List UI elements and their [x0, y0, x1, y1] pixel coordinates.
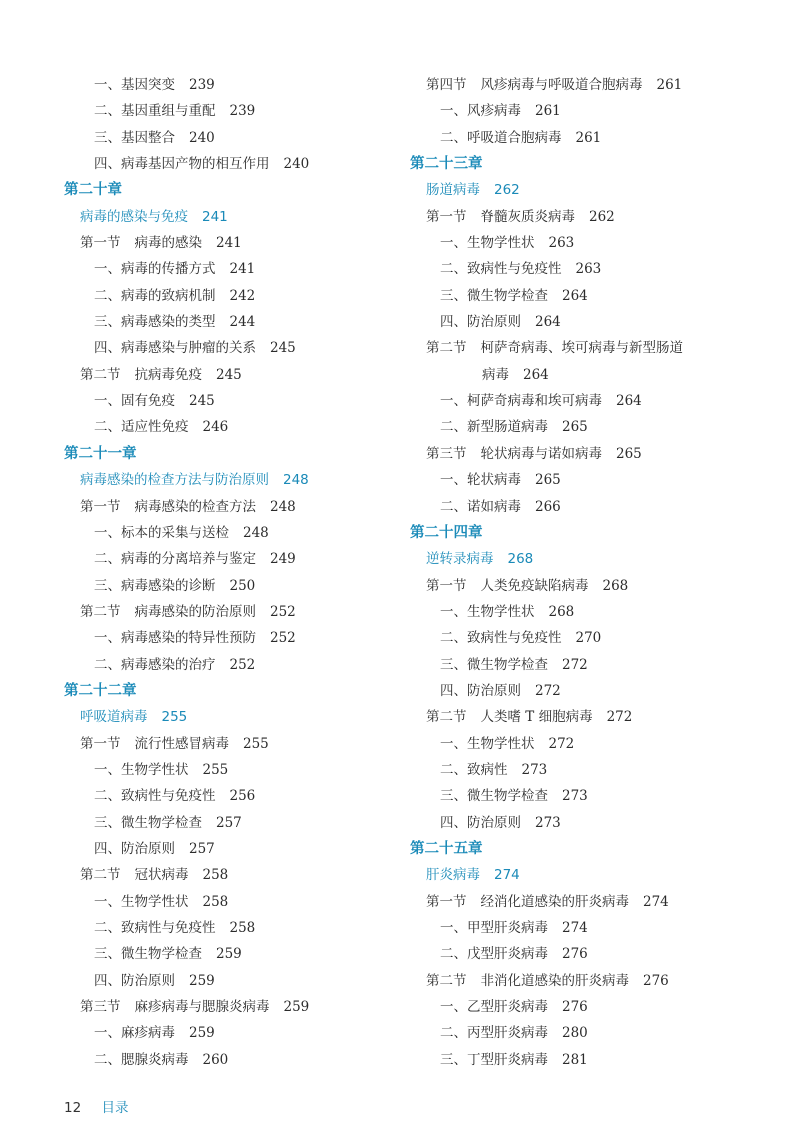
toc-page-number: 257 [216, 814, 242, 831]
toc-entry-text: 四、病毒基因产物的相互作用 [94, 156, 270, 173]
toc-section-title: 柯萨奇病毒、埃可病毒与新型肠道 [480, 340, 683, 357]
toc-item[interactable] [410, 599, 770, 625]
toc-page-number: 260 [202, 1051, 229, 1068]
toc-entry-text: 四、防治原则 [440, 814, 521, 831]
toc-item[interactable] [410, 388, 770, 414]
toc-entry-text: 一、生物学性状 [440, 235, 535, 252]
toc-entry-text: 三、基因整合 [94, 129, 175, 146]
toc-entry-text: 二、新型肠道病毒 [440, 419, 548, 436]
toc-chapter[interactable] [64, 177, 404, 203]
toc-page-number: 252 [270, 630, 296, 647]
toc-entry-text: 第二节 [426, 972, 467, 989]
toc-page-number: 274 [494, 867, 520, 884]
toc-entry-text: 病毒 [482, 366, 509, 383]
toc-section-title: 人类嗜 T 细胞病毒 [480, 709, 593, 726]
toc-page-number: 265 [562, 419, 588, 436]
toc-item[interactable] [410, 230, 770, 256]
toc-page-number: 274 [643, 893, 669, 910]
toc-page-number: 242 [229, 287, 256, 304]
toc-page-number: 272 [562, 656, 588, 673]
toc-page-number: 239 [229, 103, 256, 120]
toc-entry-text: 肝炎病毒 [426, 867, 480, 884]
toc-page-number: 263 [575, 261, 602, 278]
toc-item[interactable] [64, 889, 404, 915]
toc-page-number: 240 [283, 156, 310, 173]
toc-entry-text: 四、防治原则 [94, 840, 175, 857]
toc-entry-text: 第一节 [426, 577, 467, 594]
toc-section[interactable] [64, 494, 404, 520]
toc-entry-text: 第四节 [426, 77, 467, 93]
toc-section-title: 风疹病毒与呼吸道合胞病毒 [480, 77, 643, 93]
toc-entry-text: 二、致病性与免疫性 [440, 630, 562, 647]
toc-page-number: 266 [535, 498, 561, 515]
toc-entry-text: 第三节 [80, 999, 121, 1016]
toc-item[interactable] [64, 335, 404, 361]
toc-chapter[interactable] [64, 441, 404, 467]
toc-item[interactable] [64, 968, 404, 994]
toc-entry-text: 二、呼吸道合胞病毒 [440, 129, 562, 146]
toc-item[interactable] [410, 414, 770, 440]
toc-section-title: 非消化道感染的肝炎病毒 [480, 972, 629, 989]
toc-page-number: 263 [548, 235, 575, 252]
toc-page-number: 274 [562, 920, 588, 936]
toc-entry-text: 四、防治原则 [440, 314, 521, 331]
toc-page-number: 250 [229, 577, 256, 594]
toc-item[interactable] [64, 283, 404, 309]
toc-page-number: 262 [494, 182, 520, 199]
toc-page-number: 272 [535, 682, 561, 699]
toc-entry-text: 三、微生物学检查 [440, 788, 548, 805]
toc-page-number: 245 [216, 366, 242, 383]
toc-entry-text: 第二十三章 [410, 156, 483, 173]
toc-entry-text: 一、生物学性状 [440, 735, 535, 752]
toc-entry-text: 第二十二章 [64, 682, 137, 699]
toc-entry-text: 一、生物学性状 [94, 893, 189, 910]
toc-item[interactable] [410, 678, 770, 704]
toc-item[interactable] [410, 494, 770, 520]
toc-item[interactable] [64, 256, 404, 282]
toc-chapter[interactable] [410, 151, 770, 177]
toc-item[interactable] [410, 467, 770, 493]
toc-page-number: 265 [616, 445, 642, 462]
toc-section[interactable] [64, 362, 404, 388]
toc-entry-text: 三、病毒感染的诊断 [94, 577, 216, 594]
toc-item[interactable] [410, 652, 770, 678]
toc-entry-text: 一、病毒的传播方式 [94, 261, 216, 278]
toc-entry-text: 一、甲型肝炎病毒 [440, 920, 548, 936]
toc-item[interactable] [64, 1047, 404, 1073]
toc-ctitle[interactable] [410, 546, 770, 572]
toc-entry-text: 一、标本的采集与送检 [94, 524, 229, 541]
toc-item[interactable] [64, 151, 404, 177]
toc-section-title: 病毒感染的检查方法 [134, 498, 256, 515]
toc-entry-text: 四、病毒感染与肿瘤的关系 [94, 340, 256, 357]
toc-section-title: 轮状病毒与诺如病毒 [480, 445, 602, 462]
toc-section-title: 脊髓灰质炎病毒 [480, 208, 575, 225]
toc-entry-text: 四、防治原则 [94, 972, 175, 989]
toc-item[interactable] [64, 810, 404, 836]
toc-entry-text: 第三节 [426, 445, 467, 462]
toc-section[interactable] [410, 704, 770, 730]
toc-entry-text: 第二十一章 [64, 445, 137, 462]
toc-page-number: 246 [202, 419, 229, 436]
toc-section-title: 流行性感冒病毒 [134, 735, 229, 752]
toc-entry-text: 一、风疹病毒 [440, 103, 521, 120]
toc-chapter[interactable] [64, 678, 404, 704]
toc-item[interactable] [64, 652, 404, 678]
toc-entry-text: 第一节 [80, 498, 121, 515]
toc-page-number: 245 [189, 393, 215, 410]
toc-item[interactable] [410, 1020, 770, 1046]
toc-section-title: 经消化道感染的肝炎病毒 [480, 893, 629, 910]
toc-item[interactable] [410, 783, 770, 809]
toc-item[interactable] [410, 309, 770, 335]
toc-entry-text: 第二节 [80, 867, 121, 884]
toc-section-title: 病毒感染的防治原则 [134, 603, 256, 620]
toc-section[interactable] [410, 204, 770, 230]
toc-entry-text: 三、微生物学检查 [440, 656, 548, 673]
toc-left-column [64, 72, 404, 1073]
toc-entry-text: 第一节 [80, 735, 121, 752]
toc-section[interactable] [410, 889, 770, 915]
toc-item[interactable] [64, 625, 404, 651]
toc-entry-text: 第一节 [80, 235, 121, 252]
toc-cont[interactable] [410, 362, 770, 388]
toc-item[interactable] [64, 546, 404, 572]
toc-ctitle[interactable] [410, 862, 770, 888]
toc-page-number: 241 [216, 235, 242, 252]
toc-page-number: 241 [229, 261, 256, 278]
toc-page-number: 268 [507, 551, 534, 568]
toc-item[interactable] [64, 915, 404, 941]
toc-section[interactable] [410, 441, 770, 467]
toc-entry-text: 逆转录病毒 [426, 551, 494, 568]
toc-entry-text: 一、柯萨奇病毒和埃可病毒 [440, 393, 602, 410]
toc-section[interactable] [64, 862, 404, 888]
toc-entry-text: 一、生物学性状 [94, 761, 189, 778]
toc-entry-text: 肠道病毒 [426, 182, 480, 199]
toc-item[interactable] [410, 256, 770, 282]
toc-item[interactable] [64, 757, 404, 783]
toc-page-number: 241 [202, 208, 228, 225]
toc-entry-text: 二、致病性与免疫性 [94, 788, 216, 805]
toc-section[interactable] [64, 994, 404, 1020]
toc-item[interactable] [64, 783, 404, 809]
toc-section[interactable] [410, 335, 770, 361]
toc-entry-text: 三、丁型肝炎病毒 [440, 1051, 548, 1068]
toc-entry-text: 第一节 [426, 208, 467, 225]
toc-entry-text: 三、微生物学检查 [94, 814, 202, 831]
toc-section-title: 病毒的感染 [134, 235, 202, 252]
toc-page-number: 265 [535, 472, 561, 489]
toc-section-title: 麻疹病毒与腮腺炎病毒 [134, 999, 270, 1016]
toc-ctitle[interactable] [410, 177, 770, 203]
toc-section-title: 抗病毒免疫 [134, 366, 202, 383]
toc-page-number: 264 [523, 366, 549, 383]
toc-page-number: 280 [562, 1025, 588, 1042]
toc-page-number: 264 [535, 314, 561, 331]
toc-page-number: 261 [535, 103, 561, 120]
toc-item[interactable] [410, 810, 770, 836]
toc-section[interactable] [410, 968, 770, 994]
toc-entry-text: 一、麻疹病毒 [94, 1025, 175, 1042]
toc-entry-text: 第一节 [426, 893, 467, 910]
toc-page-number: 262 [589, 208, 615, 225]
toc-item[interactable] [410, 915, 770, 941]
toc-page-number: 255 [243, 735, 269, 752]
toc-page-number: 273 [521, 761, 548, 778]
toc-entry-text: 二、病毒感染的治疗 [94, 656, 216, 673]
toc-entry-text: 二、致病性与免疫性 [440, 261, 562, 278]
toc-item[interactable] [410, 125, 770, 151]
toc-entry-text: 第二节 [426, 709, 467, 726]
toc-page-number: 270 [575, 630, 602, 647]
toc-page-number: 252 [270, 603, 296, 620]
toc-page-number: 239 [189, 77, 215, 93]
toc-item[interactable] [64, 414, 404, 440]
toc-section[interactable] [410, 72, 770, 98]
toc-item[interactable] [64, 836, 404, 862]
toc-item[interactable] [410, 625, 770, 651]
toc-page-number: 259 [283, 999, 310, 1016]
toc-ctitle[interactable] [64, 467, 404, 493]
toc-entry-text: 二、致病性 [440, 761, 508, 778]
toc-item[interactable] [64, 72, 404, 98]
toc-page-number: 259 [189, 972, 215, 989]
toc-page-number: 272 [606, 709, 633, 726]
toc-entry-text: 一、基因突变 [94, 77, 175, 93]
toc-ctitle[interactable] [64, 704, 404, 730]
toc-item[interactable] [410, 731, 770, 757]
toc-entry-text: 一、乙型肝炎病毒 [440, 999, 548, 1016]
toc-entry-text: 三、微生物学检查 [440, 287, 548, 304]
footer-label: 目录 [101, 1100, 129, 1116]
page-number: 12 [64, 1100, 82, 1116]
toc-page-number: 257 [189, 840, 215, 857]
toc-entry-text: 二、丙型肝炎病毒 [440, 1025, 548, 1042]
toc-page-number: 255 [202, 761, 229, 778]
toc-section[interactable] [64, 230, 404, 256]
toc-entry-text: 三、微生物学检查 [94, 946, 202, 963]
toc-item[interactable] [410, 98, 770, 124]
toc-item[interactable] [410, 994, 770, 1020]
toc-page-number: 276 [562, 946, 588, 963]
toc-entry-text: 第二十章 [64, 182, 122, 199]
toc-page-number: 258 [229, 920, 256, 936]
toc-right-column [410, 72, 770, 1073]
toc-entry-text: 第二节 [80, 366, 121, 383]
toc-page-number: 255 [161, 709, 188, 726]
toc-page-number: 252 [229, 656, 256, 673]
toc-item[interactable] [64, 388, 404, 414]
toc-chapter[interactable] [410, 836, 770, 862]
toc-entry-text: 第二节 [426, 340, 467, 357]
toc-page-number: 258 [202, 867, 229, 884]
toc-entry-text: 一、生物学性状 [440, 603, 535, 620]
toc-section[interactable] [64, 599, 404, 625]
toc-item[interactable] [410, 941, 770, 967]
toc-entry-text: 二、腮腺炎病毒 [94, 1051, 189, 1068]
toc-page-number: 256 [229, 788, 256, 805]
toc-entry-text: 病毒的感染与免疫 [80, 208, 188, 225]
toc-page-number: 259 [216, 946, 242, 963]
toc-entry-text: 第二节 [80, 603, 121, 620]
toc-entry-text: 二、戊型肝炎病毒 [440, 946, 548, 963]
toc-chapter[interactable] [410, 520, 770, 546]
toc-entry-text: 一、轮状病毒 [440, 472, 521, 489]
toc-entry-text: 三、病毒感染的类型 [94, 314, 216, 331]
toc-entry-text: 第二十五章 [410, 840, 483, 857]
toc-entry-text: 二、病毒的分离培养与鉴定 [94, 551, 256, 568]
toc-item[interactable] [64, 573, 404, 599]
toc-entry-text: 第二十四章 [410, 524, 483, 541]
toc-page-number: 272 [548, 735, 575, 752]
toc-page-number: 244 [229, 314, 256, 331]
toc-item[interactable] [410, 1047, 770, 1073]
toc-page-number: 264 [616, 393, 642, 410]
toc-page-number: 264 [562, 287, 588, 304]
toc-entry-text: 四、防治原则 [440, 682, 521, 699]
toc-page-number: 276 [562, 999, 588, 1016]
toc-entry-text: 二、基因重组与重配 [94, 103, 216, 120]
toc-page-number: 261 [656, 77, 683, 93]
toc-page-number: 268 [602, 577, 629, 594]
toc-entry-text: 呼吸道病毒 [80, 709, 148, 726]
toc-section[interactable] [64, 731, 404, 757]
toc-entry-text: 一、病毒感染的特异性预防 [94, 630, 256, 647]
toc-page-number: 261 [575, 129, 602, 146]
toc-entry-text: 一、固有免疫 [94, 393, 175, 410]
toc-page-number: 245 [270, 340, 296, 357]
toc-item[interactable] [64, 98, 404, 124]
toc-item[interactable] [64, 125, 404, 151]
toc-page-number: 273 [535, 814, 561, 831]
toc-item[interactable] [64, 520, 404, 546]
toc-page-number: 273 [562, 788, 588, 805]
toc-ctitle[interactable] [64, 204, 404, 230]
toc-page-number: 248 [283, 472, 309, 489]
toc-entry-text: 二、致病性与免疫性 [94, 920, 216, 936]
toc-entry-text: 二、病毒的致病机制 [94, 287, 216, 304]
toc-entry-text: 二、诺如病毒 [440, 498, 521, 515]
toc-page-number: 258 [202, 893, 229, 910]
toc-page-number: 248 [270, 498, 296, 515]
toc-entry-text: 病毒感染的检查方法与防治原则 [80, 472, 269, 489]
toc-section[interactable] [410, 573, 770, 599]
toc-page-number: 248 [243, 524, 269, 541]
toc-item[interactable] [410, 283, 770, 309]
toc-entry-text: 二、适应性免疫 [94, 419, 189, 436]
toc-page-number: 259 [189, 1025, 215, 1042]
toc-item[interactable] [410, 757, 770, 783]
toc-item[interactable] [64, 1020, 404, 1046]
page-footer [64, 1096, 128, 1116]
toc-page-number: 240 [189, 129, 215, 146]
toc-item[interactable] [64, 941, 404, 967]
toc-item[interactable] [64, 309, 404, 335]
toc-page-number: 276 [643, 972, 669, 989]
toc-section-title: 冠状病毒 [134, 867, 189, 884]
toc-page-number: 268 [548, 603, 575, 620]
toc-page-number: 281 [562, 1051, 588, 1068]
toc-section-title: 人类免疫缺陷病毒 [480, 577, 589, 594]
toc-page-number: 249 [270, 551, 296, 568]
